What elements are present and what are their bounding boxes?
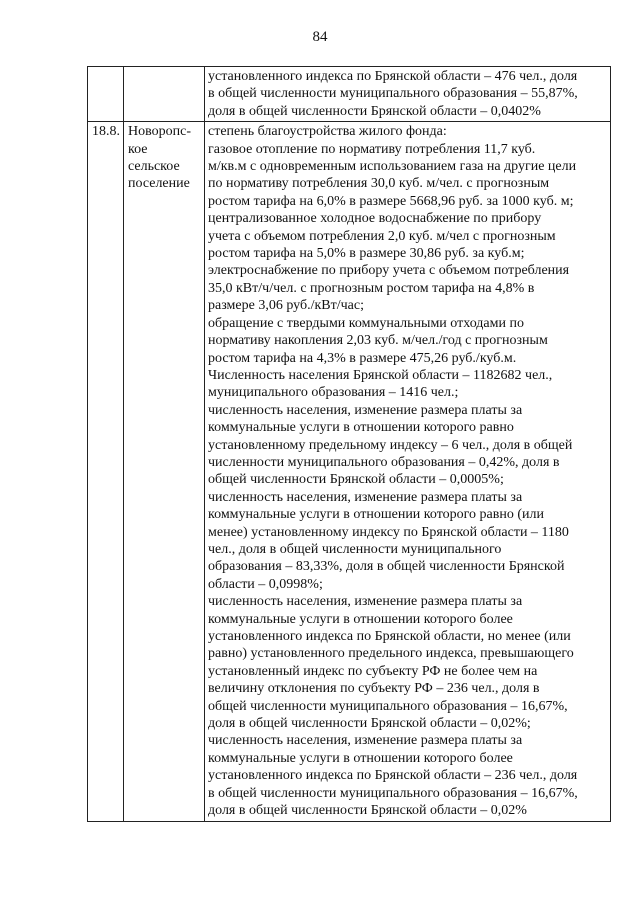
table-row-continuation	[88, 67, 611, 122]
text-line: муниципального образования – 1416 чел.;	[208, 385, 459, 401]
description-cell	[205, 67, 611, 122]
description-cell	[205, 122, 611, 822]
municipality-name-line: сельское	[128, 159, 180, 175]
text-line: 35,0 кВт/ч/чел. с прогнозным ростом тарифа на 4,8% в	[208, 280, 535, 296]
text-line: общей численности Брянской области – 0,0005%;	[208, 472, 504, 488]
page-number: 84	[312, 29, 328, 45]
text-line: чел., доля в общей численности муниципального	[208, 541, 502, 557]
text-line: численность населения, изменение размера платы за	[208, 594, 523, 610]
municipality-name-line: поселение	[128, 176, 190, 192]
row-number-cell	[88, 67, 124, 122]
text-line: коммунальные услуги в отношении которого равно	[208, 420, 514, 436]
text-line: размере 3,06 руб./кВт/час;	[208, 298, 364, 314]
text-line: численность населения, изменение размера платы за	[208, 402, 523, 418]
text-line: области – 0,0998%;	[208, 576, 323, 592]
table-row-18-8	[88, 122, 611, 822]
text-line: м/кв.м с одновременным использованием газа на другие цели	[208, 159, 577, 175]
row-number-cell: 18.8.	[88, 122, 124, 822]
text-line: доля в общей численности Брянской области – 0,0402%	[208, 103, 541, 119]
text-line: общей численности муниципального образования – 16,67%,	[208, 698, 568, 714]
text-line: ростом тарифа на 4,3% в размере 475,26 руб./куб.м.	[208, 350, 517, 366]
text-line: учета с объемом потребления 2,0 куб. м/чел с прогнозным	[208, 228, 556, 244]
text-line: установленному предельному индексу – 6 чел., доля в общей	[208, 437, 573, 453]
tariff-table	[87, 66, 611, 822]
text-line: установленного индекса по Брянской области, но менее (или	[208, 629, 571, 644]
text-line: нормативу накопления 2,03 куб. м/чел./год с прогнозным	[208, 333, 548, 349]
text-line: в общей численности муниципального образования – 16,67%,	[208, 785, 578, 801]
text-line: электроснабжение по прибору учета с объемом потребления	[208, 263, 570, 279]
text-line: централизованное холодное водоснабжение по прибору	[208, 211, 542, 227]
text-line: доля в общей численности Брянской области – 0,02%;	[208, 716, 531, 732]
text-line: образования – 83,33%, доля в общей численности Брянской	[208, 559, 565, 575]
text-line: газовое отопление по нормативу потребления 11,7 куб.	[208, 141, 536, 157]
text-line: степень благоустройства жилого фонда:	[208, 124, 447, 140]
text-line: величину отклонения по субъекту РФ – 236 чел., доля в	[208, 681, 540, 697]
text-line: установленный индекс по субъекту РФ не более чем на	[208, 663, 538, 679]
text-line: установленного индекса по Брянской области – 236 чел., доля	[208, 768, 578, 784]
text-line: менее) установленному индексу по Брянской области – 1180	[208, 524, 569, 540]
text-line: ростом тарифа на 6,0% в размере 5668,96 руб. за 1000 куб. м;	[208, 193, 574, 209]
text-line: численность населения, изменение размера платы за	[208, 733, 523, 749]
municipality-name-cell	[124, 122, 205, 822]
text-line: коммунальные услуги в отношении которого более	[208, 750, 513, 766]
municipality-name-line: кое	[128, 141, 148, 157]
text-line: по нормативу потребления 30,0 куб. м/чел. с прогнозным	[208, 176, 550, 192]
text-line: ростом тарифа на 5,0% в размере 30,86 руб. за куб.м;	[208, 246, 525, 262]
text-line: Численность населения Брянской области – 1182682 чел.,	[208, 367, 553, 383]
text-line: обращение с твердыми коммунальными отходами по	[208, 315, 524, 331]
text-line: коммунальные услуги в отношении которого более	[208, 611, 513, 627]
text-line: доля в общей численности Брянской области – 0,02%	[208, 803, 527, 819]
text-line: численности муниципального образования – 0,42%, доля в	[208, 454, 560, 470]
text-line: коммунальные услуги в отношении которого равно (или	[208, 507, 544, 523]
text-line: в общей численности муниципального образования – 55,87%,	[208, 86, 578, 102]
text-line: равно) установленного предельного индекса, превышающего	[208, 646, 574, 662]
text-line: установленного индекса по Брянской области – 476 чел., доля	[208, 69, 578, 84]
municipality-name-line: Новоропс-	[128, 124, 191, 140]
text-line: численность населения, изменение размера платы за	[208, 489, 523, 505]
municipality-name-cell	[124, 67, 205, 122]
